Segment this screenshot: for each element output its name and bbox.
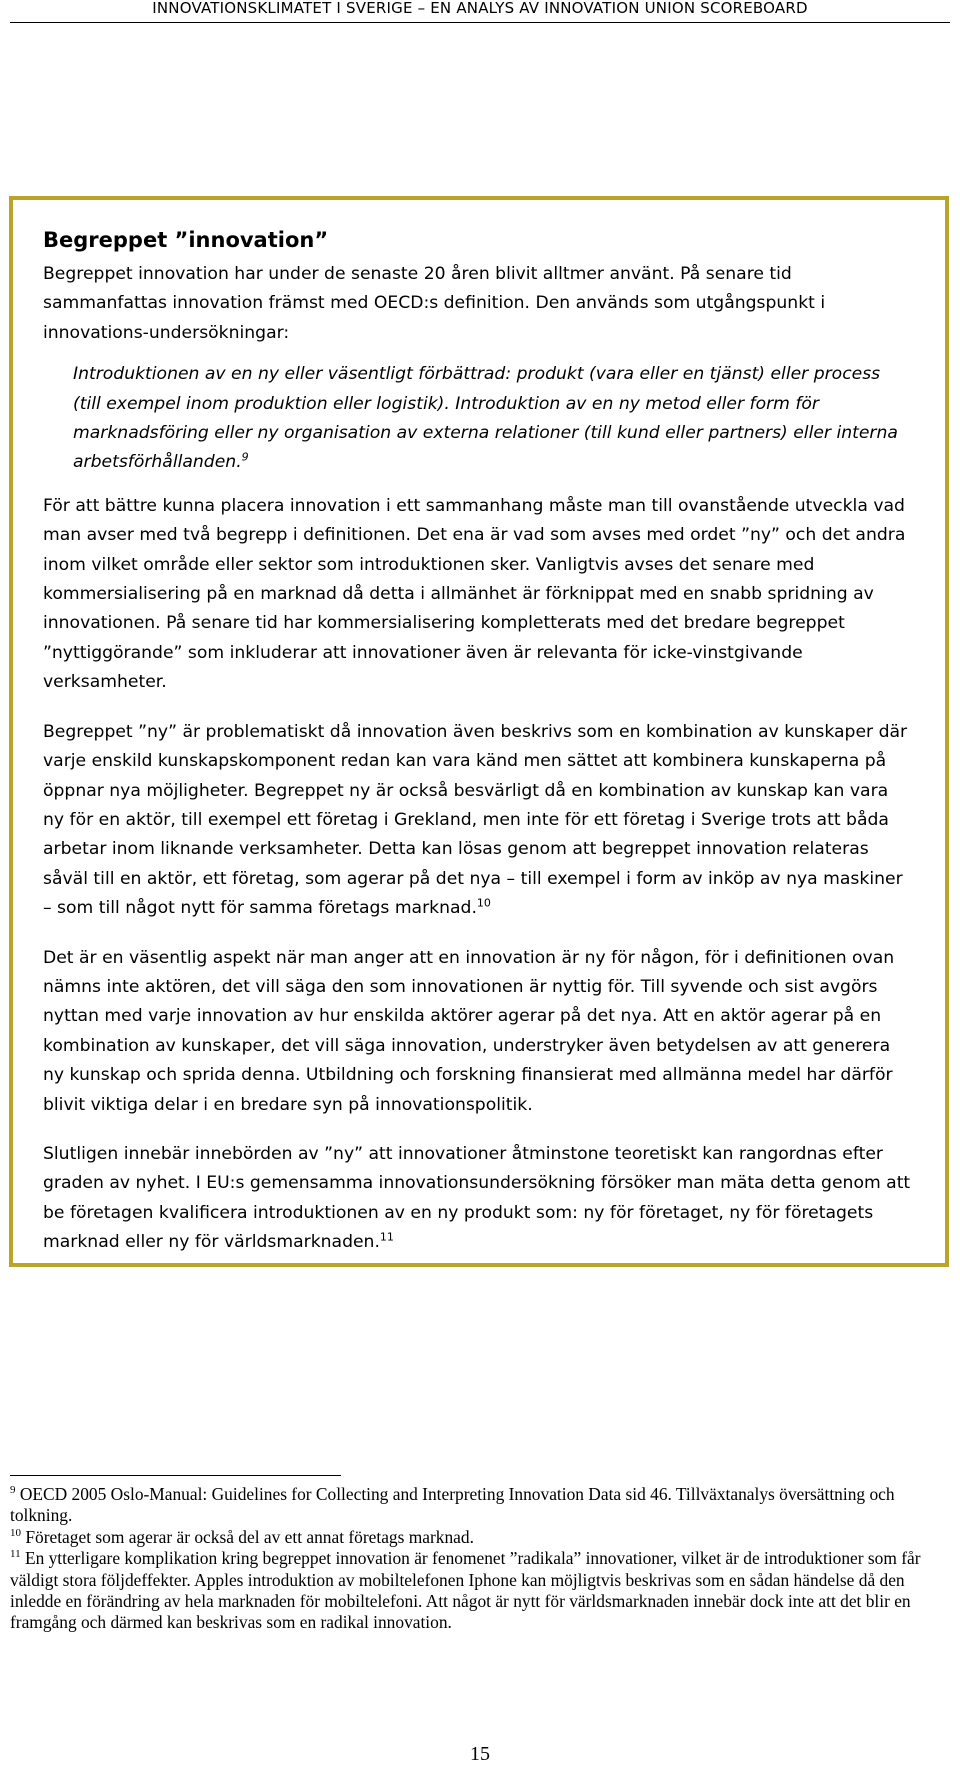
box-title: Begreppet ”innovation” bbox=[43, 228, 329, 252]
page-number: 15 bbox=[470, 1743, 490, 1765]
box-intro: Begreppet innovation har under de senaste 20 åren blivit alltmer använt. På senare tid sammanfattas innovation främst med OECD:s definition. Den används som utgångspunkt i innovations-undersökningar: bbox=[43, 264, 826, 343]
running-header: INNOVATIONSKLIMATET I SVERIGE – EN ANALYS AV INNOVATION UNION SCOREBOARD bbox=[10, 0, 950, 23]
footnote-separator bbox=[10, 1475, 341, 1476]
footnote-10: $^{10}$ Företaget som agerar är också del av ett annat företags marknad. bbox=[10, 1526, 474, 1547]
oecd-definition-quote: Introduktionen av en ny eller väsentligt förbättrad: produkt (vara eller en tjänst) eller process (till exempel inom produktion eller logistik). Introduktion av en ny metod eller form för marknadsföring eller ny organisation av externa relationer (till kund eller partners) eller interna arbetsförhållanden.$^9$ bbox=[73, 364, 898, 473]
footnotes bbox=[10, 1484, 940, 1634]
paragraph-1: För att bättre kunna placera innovation i ett sammanhang måste man till ovanstående utveckla vad man avser med två begrepp i definitionen. Det ena är vad som avses med ordet ”ny” och det andra inom vilket område eller sektor som introduktionen sker. Vanligtvis avses det senare med kommersialisering på en marknad då detta i allmänhet är förknippat med en snabb spridning av innovationen. På senare tid har kommersialisering kompletterats med det bredare begreppet ”nyttiggörande” som inkluderar att innovationer även är relevanta för icke-vinstgivande verksamheter. bbox=[43, 495, 906, 693]
footnote-ref-10[interactable]: 10 bbox=[476, 896, 491, 910]
footnote-ref-11[interactable]: 11 bbox=[379, 1230, 394, 1244]
paragraph-4: Slutligen innebär innebörden av ”ny” att innovationer åtminstone teoretiskt kan rangordnas efter graden av nyhet. I EU:s gemensamma innovationsundersökning försöker man mäta detta genom att be företagen kvalificera introduktionen av en ny produkt som: ny för företaget, ny för företagets marknad eller ny för världsmarknaden.$^{11}$ bbox=[43, 1143, 911, 1253]
paragraph-2: Begreppet ”ny” är problematiskt då innovation även beskrivs som en kombination av kunskaper där varje enskild kunskapskomponent redan kan vara känd men sättet att kombinera kunskaperna på öppnar nya möjligheter. Begreppet ny är också besvärligt då en kombination av kunskap kan vara ny för en aktör, till exempel ett företag i Grekland, men inte för ett företag i Sverige trots att båda arbetar inom liknande verksamheter. Detta kan lösas genom att begreppet innovation relateras såväl till en aktör, ett företag, som agerar på det nya – till exempel i form av inköp av nya maskiner – som till något nytt för samma företags marknad.$^{10}$ bbox=[43, 721, 908, 919]
footnote-9: $^9$ OECD 2005 Oslo-Manual: Guidelines for Collecting and Interpreting Innovation Data sid 46. Tillväxtanalys översättning och tolkning. bbox=[10, 1484, 895, 1526]
paragraph-3: Det är en väsentlig aspekt när man anger att en innovation är ny för någon, för i definitionen ovan nämns inte aktören, det vill säga den som innovationen är nyttig för. Till syvende och sist avgörs nyttan med varje innovation av hur enskilda aktörer agerar på det nya. Att en aktör agerar på en kombination av kunskaper, det vill säga innovation, understryker även betydelsen av att generera ny kunskap och sprida denna. Utbildning och forskning finansierat med allmänna medel har därför blivit viktiga delar i en bredare syn på innovationspolitik. bbox=[43, 947, 895, 1115]
text-box bbox=[9, 196, 949, 1267]
footnote-ref-9[interactable]: 9 bbox=[241, 450, 249, 464]
footnote-11: $^{11}$ En ytterligare komplikation kring begreppet innovation är fenomenet ”radikala” innovationer, vilket är de introduktioner som får väldigt stora följdeffekter. Apples introduktion av mobiltelefonen Iphone kan möjligtvis beskrivas som en sådan händelse då den inledde en förändring av hela marknaden för mobiltelefoni. Att något är nytt för världsmarknaden innebär dock inte att det blir en framgång och därmed kan beskrivas som en radikal innovation. bbox=[10, 1548, 921, 1633]
